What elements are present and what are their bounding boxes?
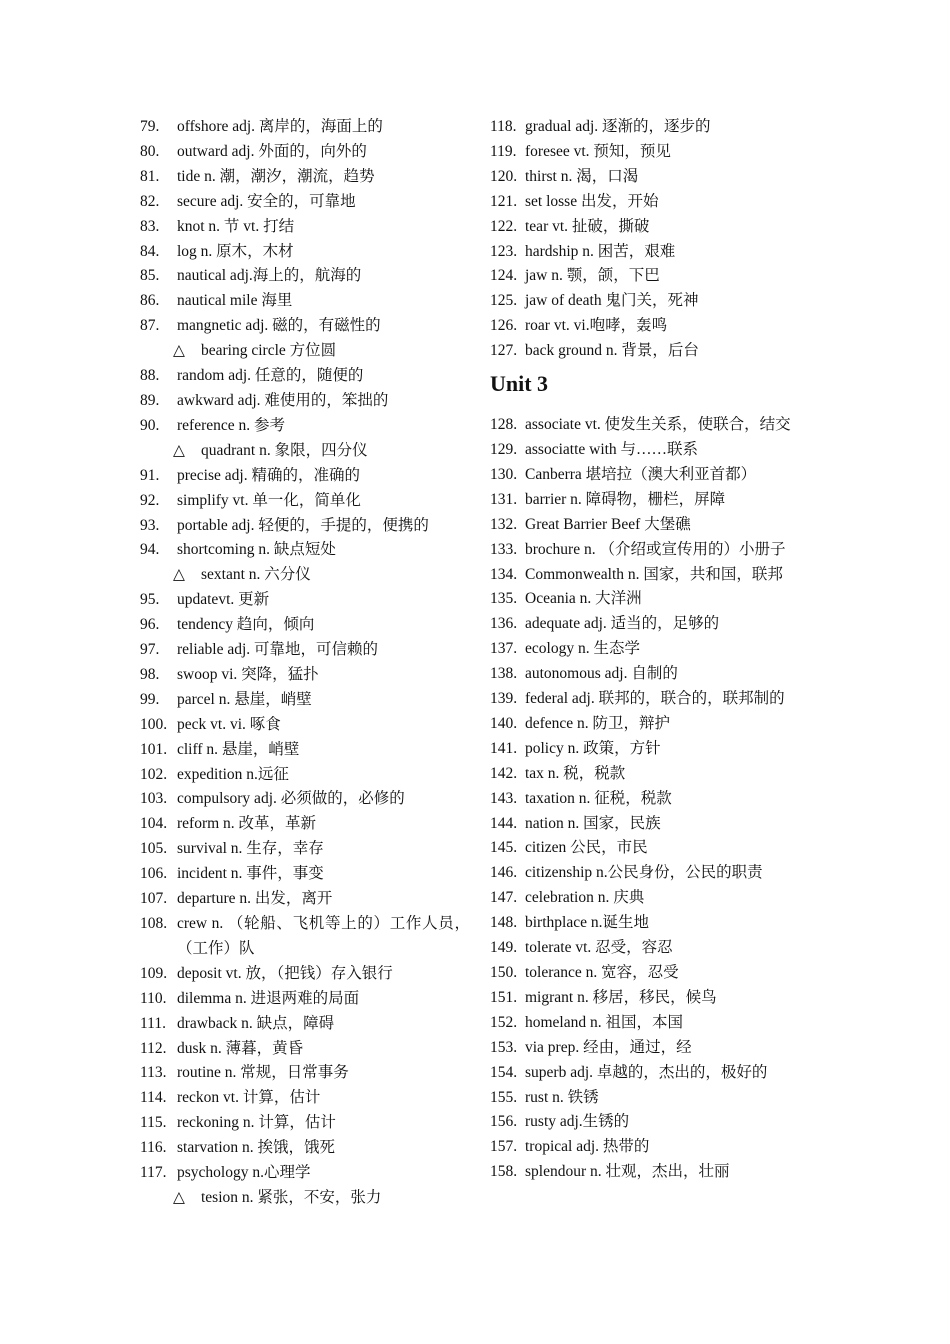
entry-text: citizen 公民，市民 bbox=[525, 839, 648, 857]
entry-number: 115. bbox=[140, 1114, 167, 1132]
entry-text: mangnetic adj. 磁的，有磁性的 bbox=[177, 317, 381, 335]
unit-heading: Unit 3 bbox=[490, 371, 549, 397]
entry-number: 107. bbox=[140, 890, 168, 908]
vocab-entry bbox=[490, 787, 820, 812]
entry-text: log n. 原木，木材 bbox=[177, 242, 294, 260]
vocab-entry bbox=[140, 812, 470, 837]
entry-number: 146. bbox=[490, 864, 518, 882]
entry-text: barrier n. 障碍物，栅栏，屏障 bbox=[525, 490, 726, 508]
vocab-entry bbox=[140, 1061, 470, 1086]
entry-text: roar vt. vi.咆哮，轰鸣 bbox=[525, 317, 668, 335]
entry-text: tear vt. 扯破，撕破 bbox=[525, 217, 650, 235]
entry-number: 108. bbox=[140, 915, 168, 932]
vocab-entry bbox=[140, 240, 470, 265]
vocab-entry bbox=[490, 762, 820, 787]
sub-entry-text: bearing circle 方位圆 bbox=[201, 342, 337, 360]
entry-number: 140. bbox=[490, 714, 518, 732]
vocab-entry bbox=[490, 587, 820, 612]
entry-text: defence n. 防卫，辩护 bbox=[525, 714, 671, 732]
vocab-entry bbox=[490, 538, 820, 563]
left-column bbox=[140, 115, 470, 1211]
vocab-entry bbox=[490, 1135, 820, 1160]
triangle-icon: △ bbox=[173, 1188, 185, 1206]
vocab-entry bbox=[140, 140, 470, 165]
entry-number: 147. bbox=[490, 889, 518, 907]
entry-number: 87. bbox=[140, 317, 160, 335]
entry-text: taxation n. 征税，税款 bbox=[525, 789, 672, 807]
vocab-entry bbox=[140, 289, 470, 314]
entry-number: 117. bbox=[140, 1164, 167, 1182]
entry-number: 99. bbox=[140, 690, 160, 708]
entry-number: 143. bbox=[490, 789, 518, 807]
vocab-entry bbox=[140, 190, 470, 215]
vocab-sub-entry bbox=[140, 439, 470, 464]
entry-text: reference n. 参考 bbox=[177, 416, 286, 434]
entry-text: tolerate vt. 忍受，容忍 bbox=[525, 939, 673, 957]
vocab-entry bbox=[490, 612, 820, 637]
entry-number: 130. bbox=[490, 465, 518, 483]
entry-text: survival n. 生存，幸存 bbox=[177, 840, 324, 858]
vocab-entry bbox=[140, 887, 470, 912]
entry-text: rust n. 铁锈 bbox=[525, 1088, 599, 1106]
entry-number: 82. bbox=[140, 192, 160, 210]
entry-number: 116. bbox=[140, 1139, 167, 1157]
entry-text: splendour n. 壮观，杰出，壮丽 bbox=[525, 1163, 730, 1181]
vocab-entry bbox=[140, 763, 470, 788]
vocab-entry bbox=[490, 687, 820, 712]
entry-number: 105. bbox=[140, 840, 168, 858]
entry-text: shortcoming n. 缺点短处 bbox=[177, 541, 336, 559]
entry-text: ecology n. 生态学 bbox=[525, 640, 640, 658]
vocab-entry bbox=[490, 240, 820, 265]
entry-number: 134. bbox=[490, 565, 518, 583]
entry-text: associate vt. 使发生关系，使联合，结交 bbox=[525, 416, 791, 434]
entry-number: 149. bbox=[490, 939, 518, 957]
entry-text: random adj. 任意的，随便的 bbox=[177, 367, 364, 385]
vocab-entry bbox=[140, 912, 470, 962]
entry-text: swoop vi. 突降，猛扑 bbox=[177, 665, 319, 683]
vocab-entry bbox=[490, 911, 820, 936]
entry-text: nation n. 国家，民族 bbox=[525, 814, 661, 832]
entry-text: dusk n. 薄暮，黄昏 bbox=[177, 1039, 304, 1057]
entry-text: tendency 趋向，倾向 bbox=[177, 616, 315, 634]
entry-text: tax n. 税，税款 bbox=[525, 764, 626, 782]
vocab-entry bbox=[140, 389, 470, 414]
entry-text: updatevt. 更新 bbox=[177, 591, 270, 609]
entry-text: set losse 出发，开始 bbox=[525, 192, 659, 210]
entry-text: brochure n. （介绍或宣传用的）小册子 bbox=[525, 540, 786, 558]
vocab-entry bbox=[490, 1036, 820, 1061]
entry-number: 114. bbox=[140, 1089, 167, 1107]
triangle-icon: △ bbox=[173, 441, 185, 459]
vocab-entry bbox=[490, 438, 820, 463]
entry-number: 100. bbox=[140, 715, 168, 733]
entry-number: 128. bbox=[490, 416, 518, 434]
entry-number: 93. bbox=[140, 516, 160, 534]
entry-number: 131. bbox=[490, 490, 518, 508]
entry-text: migrant n. 移居，移民，候鸟 bbox=[525, 988, 717, 1006]
entry-text: tolerance n. 宽容，忍受 bbox=[525, 964, 679, 981]
entry-number: 97. bbox=[140, 641, 160, 659]
vocab-entry bbox=[140, 1037, 470, 1062]
entry-number: 120. bbox=[490, 167, 518, 185]
vocab-entry bbox=[140, 489, 470, 514]
vocab-entry bbox=[140, 1012, 470, 1037]
entry-number: 102. bbox=[140, 765, 168, 783]
entry-text: Great Barrier Beef 大堡礁 bbox=[525, 515, 691, 533]
entry-text: precise adj. 精确的，准确的 bbox=[177, 466, 360, 484]
vocab-entry bbox=[490, 1011, 820, 1036]
vocab-entry bbox=[140, 688, 470, 713]
sub-entry-text: tesion n. 紧张，不安，张力 bbox=[201, 1188, 382, 1206]
vocab-entry bbox=[140, 713, 470, 738]
entry-text: adequate adj. 适当的，足够的 bbox=[525, 615, 720, 633]
triangle-icon: △ bbox=[173, 342, 185, 360]
entry-number: 91. bbox=[140, 466, 160, 484]
entry-number: 92. bbox=[140, 491, 160, 509]
vocab-entry bbox=[490, 637, 820, 662]
vocab-entry bbox=[140, 862, 470, 887]
right-column bbox=[490, 115, 820, 1185]
vocab-entry bbox=[140, 588, 470, 613]
vocab-entry bbox=[490, 712, 820, 737]
vocab-entry bbox=[490, 1160, 820, 1185]
vocab-entry bbox=[140, 962, 470, 987]
entry-text: awkward adj. 难使用的，笨拙的 bbox=[177, 391, 389, 409]
vocab-entry bbox=[140, 738, 470, 763]
entry-text: drawback n. 缺点，障碍 bbox=[177, 1014, 335, 1032]
entry-text: departure n. 出发，离开 bbox=[177, 890, 333, 908]
entry-text: nautical mile 海里 bbox=[177, 292, 293, 310]
entry-text: tropical adj. 热带的 bbox=[525, 1138, 650, 1156]
entry-text: offshore adj. 离岸的，海面上的 bbox=[177, 118, 383, 135]
vocab-sub-entry bbox=[140, 563, 470, 588]
entry-text: outward adj. 外面的，向外的 bbox=[177, 142, 367, 160]
entry-number: 154. bbox=[490, 1063, 518, 1081]
entry-number: 106. bbox=[140, 865, 168, 883]
entry-number: 81. bbox=[140, 167, 160, 185]
entry-text: starvation n. 挨饿，饿死 bbox=[177, 1139, 335, 1157]
vocab-entry bbox=[140, 787, 470, 812]
entry-text: deposit vt. 放，（把钱）存入银行 bbox=[177, 964, 393, 982]
vocab-entry bbox=[490, 463, 820, 488]
entry-number: 119. bbox=[490, 142, 517, 160]
vocab-entry bbox=[490, 140, 820, 165]
entry-number: 104. bbox=[140, 815, 168, 833]
vocab-entry bbox=[490, 339, 820, 364]
sub-entry-text: sextant n. 六分仪 bbox=[201, 566, 311, 584]
entry-text: reliable adj. 可靠地，可信赖的 bbox=[177, 641, 379, 659]
vocab-entry bbox=[490, 986, 820, 1011]
vocab-entry bbox=[140, 613, 470, 638]
entry-text: celebration n. 庆典 bbox=[525, 889, 645, 907]
entry-number: 139. bbox=[490, 690, 518, 708]
entry-text: peck vt. vi. 啄食 bbox=[177, 715, 281, 733]
entry-number: 133. bbox=[490, 540, 518, 558]
entry-number: 138. bbox=[490, 665, 518, 683]
entry-number: 129. bbox=[490, 440, 518, 458]
vocab-entry bbox=[490, 115, 820, 140]
entry-number: 89. bbox=[140, 391, 160, 409]
vocab-entry bbox=[140, 837, 470, 862]
entry-text: nautical adj.海上的，航海的 bbox=[177, 267, 362, 285]
vocab-entry bbox=[490, 662, 820, 687]
entry-number: 137. bbox=[490, 640, 518, 658]
entry-number: 88. bbox=[140, 367, 160, 385]
entry-text: autonomous adj. 自制的 bbox=[525, 665, 678, 683]
entry-number: 96. bbox=[140, 616, 160, 634]
entry-text: reform n. 改革，革新 bbox=[177, 815, 317, 833]
vocab-entry bbox=[490, 1110, 820, 1135]
entry-text: parcel n. 悬崖，峭壁 bbox=[177, 690, 312, 708]
vocab-entry bbox=[140, 165, 470, 190]
vocab-entry bbox=[490, 289, 820, 314]
vocab-entry bbox=[490, 1061, 820, 1086]
entry-number: 124. bbox=[490, 267, 518, 285]
triangle-icon: △ bbox=[173, 566, 185, 584]
entry-text: crew n. （轮船、飞机等上的）工作人员，（工作）队 bbox=[177, 915, 470, 957]
vocab-entry bbox=[490, 413, 820, 438]
entry-number: 84. bbox=[140, 242, 160, 260]
entry-text: compulsory adj. 必须做的，必修的 bbox=[177, 790, 405, 808]
entry-text: Commonwealth n. 国家，共和国，联邦 bbox=[525, 565, 783, 583]
vocab-entry bbox=[490, 812, 820, 837]
entry-text: rusty adj.生锈的 bbox=[525, 1113, 630, 1131]
vocab-entry bbox=[140, 414, 470, 439]
entry-number: 94. bbox=[140, 541, 160, 559]
entry-number: 127. bbox=[490, 342, 518, 360]
entry-number: 136. bbox=[490, 615, 518, 633]
entry-number: 145. bbox=[490, 839, 518, 857]
vocab-sub-entry bbox=[140, 339, 470, 364]
entry-text: policy n. 政策，方针 bbox=[525, 739, 661, 757]
entry-number: 157. bbox=[490, 1138, 518, 1156]
entry-text: federal adj. 联邦的，联合的，联邦制的 bbox=[525, 690, 785, 708]
vocab-entry bbox=[140, 514, 470, 539]
entry-text: reckoning n. 计算，估计 bbox=[177, 1114, 336, 1132]
entry-text: portable adj. 轻便的，手提的，便携的 bbox=[177, 516, 429, 534]
vocab-entry bbox=[490, 961, 820, 986]
entry-text: jaw of death 鬼门关，死神 bbox=[525, 292, 699, 310]
vocab-entry bbox=[490, 737, 820, 762]
entry-number: 112. bbox=[140, 1039, 167, 1057]
vocab-entry bbox=[140, 1111, 470, 1136]
entry-text: reckon vt. 计算，估计 bbox=[177, 1089, 321, 1107]
entry-number: 80. bbox=[140, 142, 160, 160]
vocab-entry bbox=[490, 215, 820, 240]
entry-text: Canberra 堪培拉（澳大利亚首都） bbox=[525, 465, 757, 483]
entry-number: 155. bbox=[490, 1088, 518, 1106]
vocab-entry bbox=[490, 165, 820, 190]
vocab-entry bbox=[490, 936, 820, 961]
entry-text: homeland n. 祖国，本国 bbox=[525, 1013, 683, 1031]
entry-number: 101. bbox=[140, 740, 168, 758]
entry-number: 90. bbox=[140, 416, 160, 434]
entry-text: gradual adj. 逐渐的，逐步的 bbox=[525, 118, 711, 135]
entry-text: back ground n. 背景，后台 bbox=[525, 342, 699, 360]
entry-text: via prep. 经由，通过，经 bbox=[525, 1038, 692, 1056]
entry-text: tide n. 潮，潮汐，潮流，趋势 bbox=[177, 167, 375, 185]
sub-entry-text: quadrant n. 象限，四分仪 bbox=[201, 441, 368, 459]
entry-number: 110. bbox=[140, 989, 167, 1007]
entry-number: 123. bbox=[490, 242, 518, 260]
vocab-entry bbox=[490, 563, 820, 588]
entry-number: 141. bbox=[490, 739, 518, 757]
vocab-entry bbox=[140, 1161, 470, 1186]
entry-number: 153. bbox=[490, 1038, 518, 1056]
vocab-entry bbox=[490, 836, 820, 861]
entry-number: 151. bbox=[490, 988, 518, 1006]
entry-number: 158. bbox=[490, 1163, 518, 1181]
entry-number: 150. bbox=[490, 964, 518, 981]
entry-text: foresee vt. 预知，预见 bbox=[525, 142, 671, 160]
entry-text: routine n. 常规，日常事务 bbox=[177, 1064, 349, 1082]
entry-text: simplify vt. 单一化，简单化 bbox=[177, 491, 361, 509]
vocab-entry bbox=[140, 638, 470, 663]
entry-number: 95. bbox=[140, 591, 160, 609]
entry-number: 152. bbox=[490, 1013, 518, 1031]
entry-number: 125. bbox=[490, 292, 518, 310]
entry-number: 86. bbox=[140, 292, 160, 310]
vocab-entry bbox=[140, 115, 470, 140]
entry-text: secure adj. 安全的，可靠地 bbox=[177, 192, 356, 210]
vocab-entry bbox=[490, 190, 820, 215]
vocab-entry bbox=[140, 663, 470, 688]
entry-number: 83. bbox=[140, 217, 160, 235]
entry-text: thirst n. 渴，口渴 bbox=[525, 167, 639, 185]
entry-number: 148. bbox=[490, 914, 518, 932]
entry-number: 126. bbox=[490, 317, 518, 335]
vocab-entry bbox=[490, 264, 820, 289]
entry-number: 135. bbox=[490, 590, 518, 608]
vocab-entry bbox=[490, 861, 820, 886]
entry-text: superb adj. 卓越的，杰出的，极好的 bbox=[525, 1063, 768, 1081]
vocab-entry bbox=[140, 1086, 470, 1111]
entry-text: knot n. 节 vt. 打结 bbox=[177, 217, 295, 235]
vocab-entry bbox=[140, 1136, 470, 1161]
vocab-entry bbox=[140, 314, 470, 339]
entry-number: 103. bbox=[140, 790, 168, 808]
entry-number: 132. bbox=[490, 515, 518, 533]
entry-text: incident n. 事件，事变 bbox=[177, 865, 324, 883]
entry-number: 118. bbox=[490, 118, 517, 135]
entry-number: 121. bbox=[490, 192, 518, 210]
entry-number: 144. bbox=[490, 814, 518, 832]
entry-number: 156. bbox=[490, 1113, 518, 1131]
vocab-entry bbox=[140, 987, 470, 1012]
entry-text: citizenship n.公民身份，公民的职责 bbox=[525, 864, 763, 882]
vocab-entry bbox=[490, 488, 820, 513]
vocab-entry bbox=[490, 314, 820, 339]
entry-text: hardship n. 困苦，艰难 bbox=[525, 242, 676, 260]
entry-text: jaw n. 颚，颌，下巴 bbox=[525, 267, 660, 285]
vocab-entry bbox=[140, 215, 470, 240]
entry-text: associatte with 与……联系 bbox=[525, 440, 699, 458]
vocab-entry bbox=[490, 1086, 820, 1111]
entry-text: psychology n.心理学 bbox=[177, 1164, 311, 1182]
entry-number: 79. bbox=[140, 118, 160, 135]
entry-text: birthplace n.诞生地 bbox=[525, 914, 649, 932]
entry-number: 142. bbox=[490, 764, 518, 782]
vocab-sub-entry bbox=[140, 1186, 470, 1211]
entry-number: 98. bbox=[140, 665, 160, 683]
entry-number: 111. bbox=[140, 1014, 166, 1032]
vocab-entry bbox=[140, 464, 470, 489]
entry-text: dilemma n. 进退两难的局面 bbox=[177, 989, 360, 1007]
entry-number: 85. bbox=[140, 267, 160, 285]
entry-text: cliff n. 悬崖，峭壁 bbox=[177, 740, 300, 758]
entry-number: 122. bbox=[490, 217, 518, 235]
entry-number: 113. bbox=[140, 1064, 167, 1082]
vocab-entry bbox=[140, 538, 470, 563]
vocab-entry bbox=[490, 513, 820, 538]
vocab-entry bbox=[490, 886, 820, 911]
entry-number: 109. bbox=[140, 964, 168, 982]
vocab-entry bbox=[140, 264, 470, 289]
entry-text: expedition n.远征 bbox=[177, 765, 289, 783]
vocab-entry bbox=[140, 364, 470, 389]
entry-text: Oceania n. 大洋洲 bbox=[525, 590, 642, 608]
